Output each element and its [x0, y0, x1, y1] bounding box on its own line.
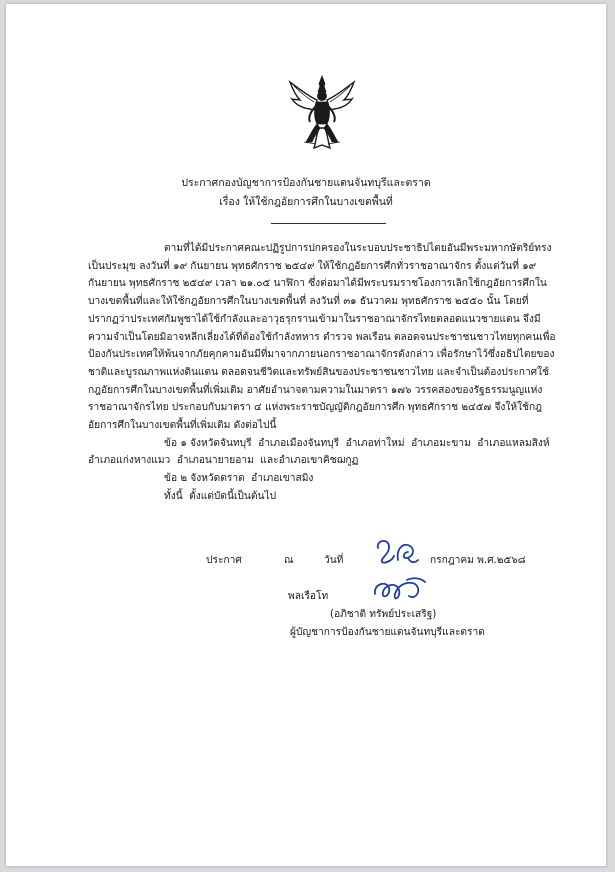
signatory-position: ผู้บัญชาการป้องกันชายแดนจันทบุรีและตราด	[290, 627, 485, 638]
document-page	[6, 4, 606, 866]
clause-2: ข้อ ๒ จังหวัดตราด อำเภอเขาสมิง	[164, 473, 314, 485]
signatory-rank: พลเรือโท	[288, 591, 329, 602]
garuda-emblem-icon	[286, 72, 358, 152]
announce-label: ประกาศ	[206, 555, 242, 566]
announcement-subject: เรื่อง ให้ใช้กฎอัยการศึกในบางเขตพื้นที่	[219, 196, 393, 208]
handwritten-signature	[369, 574, 429, 606]
month-year: กรกฎาคม พ.ศ.๒๕๖๘	[430, 555, 526, 566]
announcement-title: ประกาศกองบัญชาการป้องกันชายแดนจันทบุรีและตราด	[181, 177, 431, 189]
signatory-name: (อภิชาติ ทรัพย์ประเสริฐ)	[330, 609, 437, 620]
document-body	[88, 240, 558, 506]
effective-statement: ทั้งนี้ ตั้งแต่บัดนี้เป็นต้นไป	[164, 490, 277, 502]
handwritten-date	[374, 534, 422, 568]
clause-1: ข้อ ๑ จังหวัดจันทบุรี อำเภอเมืองจันทบุรี อำเภอท่าใหม่ อำเภอมะขาม อำเภอแหลมสิงห์ อำเภอแก่งหางแมว อำเภอนายายอาม และอำเภอเขาคิชฌกูฏ	[88, 437, 553, 467]
title-divider	[271, 223, 386, 224]
at-label: ณ	[284, 555, 294, 566]
main-paragraph: ตามที่ได้มีประกาศคณะปฏิรูปการปกครองในระบอบประชาธิปไตยอันมีพระมหากษัตริย์ทรงเป็นประมุข ลงวันที่ ๑๙ กันยายน พุทธศักราช ๒๕๔๙ ให้ใช้กฎอัยการศึกทั่วราชอาณาจักร ตั้งแต่วันที่ ๑๙ กันยายน พุทธศักราช ๒๕๔๙ เวลา ๒๑.๐๕ นาฬิกา ซึ่งต่อมาได้มีพระบรมราชโองการเลิกใช้กฎอัยการศึกในบางเขตพื้นที่และให้ใช้กฎอัยการศึกในบางเขตพื้นที่ ลงวันที่ ๓๑ ธันวาคม พุทธศักราช ๒๕๕๐ นั้น โดยที่ปรากฏว่าประเทศกัมพูชาได้ใช้กำลังและอาวุธรุกรานเข้ามาในราชอาณาจักรไทยตลอดแนวชายแดน จึงมีความจำเป็นโดยมิอาจหลีกเลี่ยงได้ที่ต้องใช้กำลังทหาร ตำรวจ พลเรือน ตลอดจนประชาชนชาวไทยทุกคนเพื่อป้องกันประเทศให้พ้นจากภัยคุกคามอันมีที่มาจากภายนอกราชอาณาจักรดังกล่าว เพื่อรักษาไว้ซึ่งอธิปไตยของชาติและบูรณภาพแห่งดินแดน ตลอดจนชีวิตและทรัพย์สินของประชาชนชาวไทย และจำเป็นต้องประกาศใช้กฎอัยการศึกในบางเขตพื้นที่เพิ่มเติม อาศัยอำนาจตามความในมาตรา ๑๗๖ วรรคสองของรัฐธรรมนูญแห่งราชอาณาจักรไทย ประกอบกับมาตรา ๔ แห่งพระราชบัญญัติกฎอัยการศึก พุทธศักราช ๒๔๕๗ จึงให้ใช้กฎอัยการศึกในบางเขตพื้นที่เพิ่มเติม ดังต่อไปนี้	[88, 243, 556, 432]
date-label: วันที่	[324, 555, 344, 566]
